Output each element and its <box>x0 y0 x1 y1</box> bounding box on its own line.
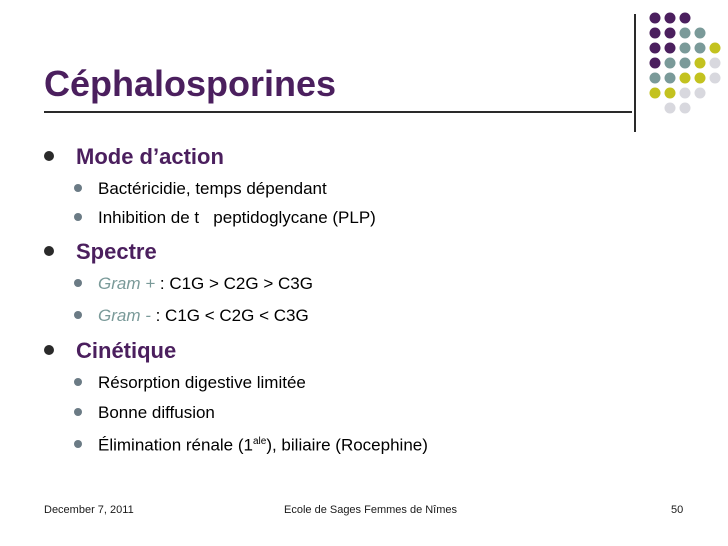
dot <box>665 103 676 114</box>
dot <box>665 73 676 84</box>
slide-title: Céphalosporines <box>44 63 337 104</box>
dot <box>665 28 676 39</box>
dot <box>695 88 706 99</box>
dot <box>710 73 721 84</box>
dot <box>680 58 691 69</box>
dot <box>680 88 691 99</box>
bullet-icon <box>74 184 82 192</box>
dot <box>695 58 706 69</box>
list-item: Résorption digestive limitée <box>74 372 306 394</box>
vertical-rule <box>634 14 636 132</box>
list-item: Élimination rénale $(1^{ale})$, biliaire (Rocephine) <box>74 431 428 457</box>
bullet-icon <box>74 311 82 319</box>
section-heading-mode-action: Mode d’action <box>44 143 224 171</box>
bullet-icon <box>44 345 54 355</box>
dot <box>680 13 691 24</box>
dot <box>650 28 661 39</box>
list-item: Bactéricidie, temps dépendant <box>74 178 327 200</box>
dot <box>695 28 706 39</box>
dot <box>680 43 691 54</box>
dot <box>650 88 661 99</box>
bullet-icon <box>74 378 82 386</box>
dot <box>710 43 721 54</box>
section-heading-cinetique: Cinétique <box>44 337 176 365</box>
dot <box>710 58 721 69</box>
title-underline <box>44 111 632 113</box>
bullet-icon <box>44 151 54 161</box>
dot <box>650 58 661 69</box>
dot <box>650 73 661 84</box>
bullet-icon <box>74 279 82 287</box>
dot <box>665 58 676 69</box>
dot <box>680 28 691 39</box>
dot <box>695 43 706 54</box>
list-item: Bonne diffusion <box>74 402 215 424</box>
dot <box>680 73 691 84</box>
list-item: Gram - : C1G < C2G < C3G <box>74 305 309 327</box>
dot <box>665 13 676 24</box>
footer-school: Ecole de Sages Femmes de Nîmes <box>284 504 458 516</box>
dot <box>665 88 676 99</box>
section-heading-spectre: Spectre <box>44 238 157 266</box>
dot <box>695 73 706 84</box>
bullet-icon <box>44 246 54 256</box>
bullet-icon <box>74 440 82 448</box>
list-item: Gram + : C1G > C2G > C3G <box>74 273 313 295</box>
dot <box>650 13 661 24</box>
dot <box>680 103 691 114</box>
dot <box>665 43 676 54</box>
dot <box>650 43 661 54</box>
bullet-icon <box>74 408 82 416</box>
footer-date: December 7, 2011 <box>44 504 134 516</box>
list-item: Inhibition de t peptidoglycane (PLP) <box>74 207 376 229</box>
page-number: 50 <box>671 504 684 516</box>
bullet-icon <box>74 213 82 221</box>
